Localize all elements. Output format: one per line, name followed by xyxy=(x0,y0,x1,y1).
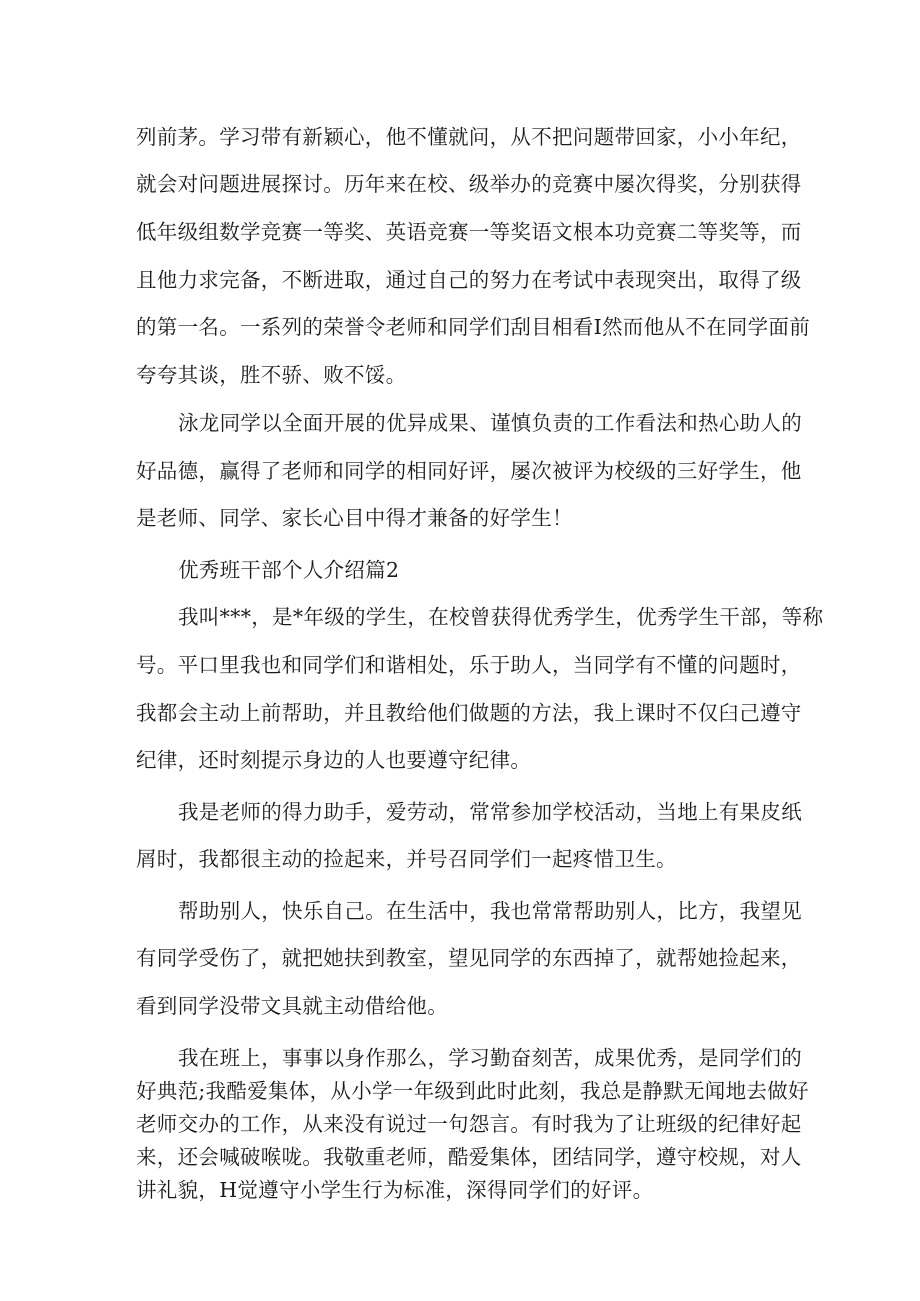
text-line: 看到同学没带文具就主动借给他。 xyxy=(136,994,448,1018)
text-line: 屑时，我都很主动的捡起来，并号召同学们一起疼惜卫生。 xyxy=(136,847,677,871)
text-line: 泳龙同学以全面开展的优异成果、谨慎负责的工作看法和热心助人的 xyxy=(178,411,802,435)
text-line: 老师交办的工作，从来没有说过一句怨言。有时我为了让班级的纪律好起 xyxy=(136,1112,802,1136)
text-line: 夸夸其谈，胜不骄、败不馁。 xyxy=(136,363,407,387)
text-line: 就会对问题进展探讨。历年来在校、级举办的竞赛中屡次得奖，分别获得 xyxy=(136,172,802,196)
text-line: 列前茅。学习带有新颖心，他不懂就问，从不把问题带回家，小小年纪， xyxy=(136,125,802,149)
text-line: 讲礼貌，H觉遵守小学生行为标准，深得同学们的好评。 xyxy=(136,1178,654,1202)
text-line: 我都会主动上前帮助，并且教给他们做题的方法，我上课时不仅臼己遵守 xyxy=(136,701,802,725)
text-line: 来，还会喊破喉咙。我敬重老师，酷爱集体，团结同学，遵守校规，对人 xyxy=(136,1145,802,1169)
text-line: 且他力求完备，不断进取，通过自己的努力在考试中表现突出，取得了级 xyxy=(136,268,802,292)
section-heading: 优秀班干部个人介绍篇2 xyxy=(178,558,400,582)
text-line: 有同学受伤了，就把她扶到教室，望见同学的东西掉了，就帮她捡起来， xyxy=(136,946,802,970)
text-line: 好品德，赢得了老师和同学的相同好评，屡次被评为校级的三好学生，他 xyxy=(136,459,802,483)
text-line: 低年级组数学竞赛一等奖、英语竞赛一等奖语文根本功竞赛二等奖等，而 xyxy=(136,220,802,244)
text-line: 我是老师的得力助手，爱劳动，常常参加学校活动，当地上有果皮纸 xyxy=(178,800,802,824)
text-line: 的第一名。一系列的荣誉令老师和同学们刮目相看I然而他从不在同学面前 xyxy=(136,315,810,339)
text-line: 号。平口里我也和同学们和谐相处，乐于助人，当同学有不懂的问题时， xyxy=(136,653,802,677)
text-line: 纪律，还时刻提示身边的人也要遵守纪律。 xyxy=(136,748,532,772)
text-line: 帮助别人，快乐自己。在生活中，我也常常帮助别人，比方，我望见 xyxy=(178,899,802,923)
text-line: 是老师、同学、家长心目中得才兼备的好学生！ xyxy=(136,506,573,530)
text-line: 我在班上，事事以身作那么，学习勤奋刻苦，成果优秀，是同学们的 xyxy=(178,1046,802,1070)
text-line: 我叫***，是*年级的学生，在校曾获得优秀学生，优秀学生干部，等称 xyxy=(178,605,824,629)
text-line: 好典范;我酷爱集体，从小学一年级到此时此刻，我总是静默无闻地去做好 xyxy=(136,1079,809,1103)
